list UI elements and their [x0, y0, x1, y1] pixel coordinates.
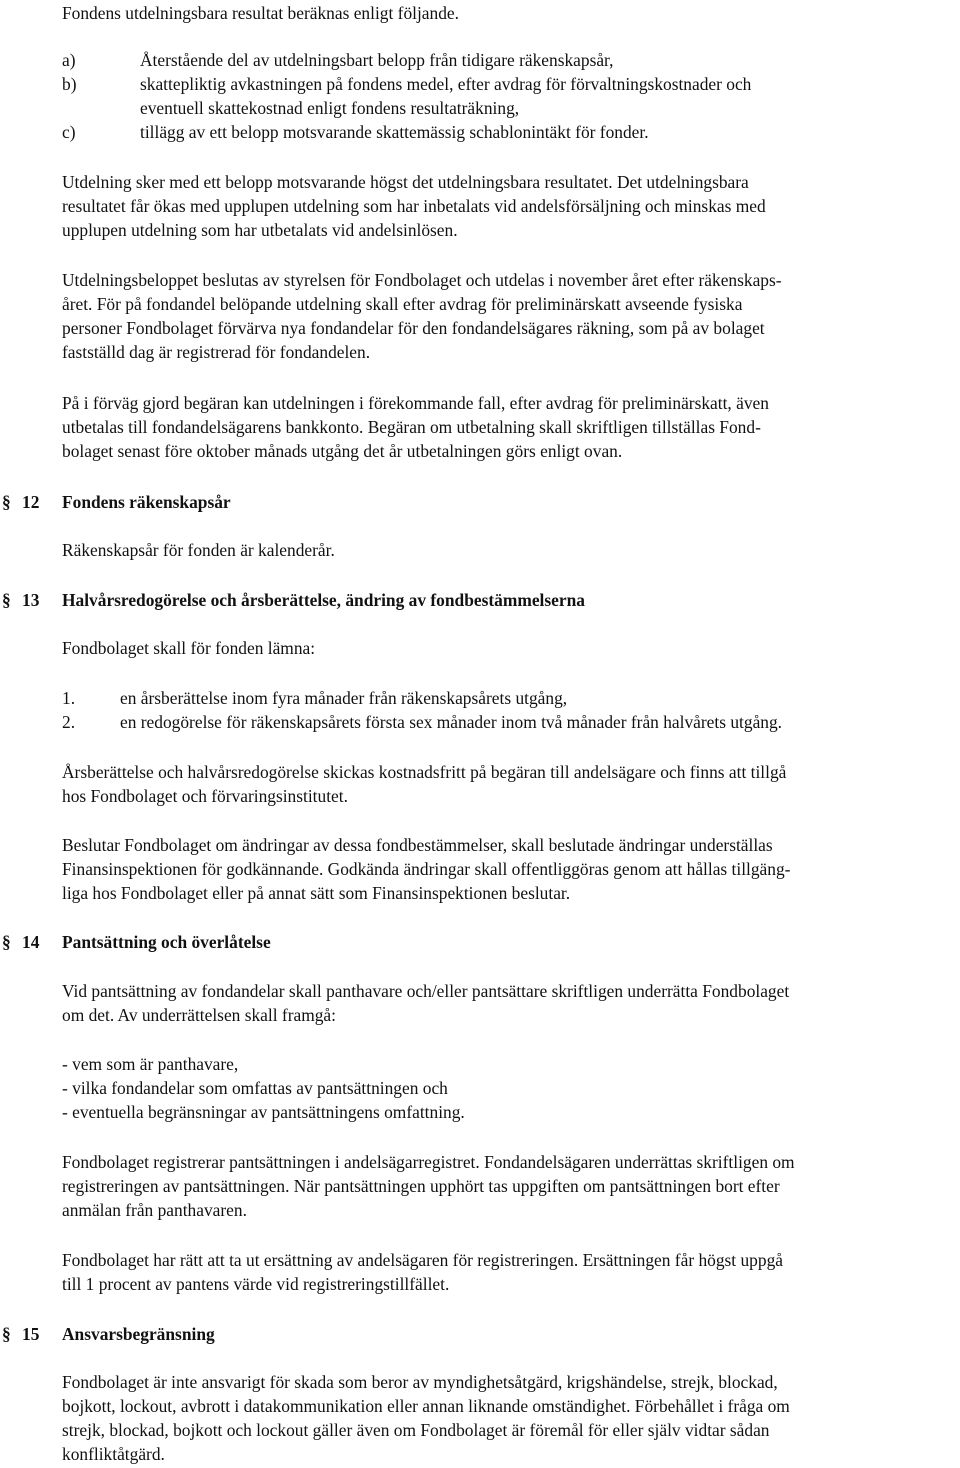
list-item-text: skattepliktig avkastningen på fondens medel, efter avdrag för förvaltningskostnader och [140, 74, 752, 95]
text-sentence: Utdelning sker med ett belopp motsvarande högst det utdelningsbara resultatet. [62, 172, 613, 192]
text-line: resultatet får ökas med upplupen utdelning som har inbetalats vid andelsförsäljning och minskas med [62, 196, 766, 217]
calculation-list [62, 48, 958, 144]
utdelning-paragraph [62, 170, 958, 242]
list-item: - vilka fondandelar som omfattas av pantsättningen och [62, 1078, 448, 1099]
text-sentence: Det utdelningsbara [616, 172, 749, 192]
intro-paragraph [62, 1, 958, 25]
list-item-b-continued [62, 96, 958, 120]
text-line: personer Fondbolaget förvärva nya fondandelar för den fondandelsägares räkning, som på av bolaget [62, 318, 765, 339]
text-line: strejk, blockad, bojkott och lockout gäller även om Fondbolaget är föremål för eller själv vidtar sådan [62, 1420, 770, 1441]
section-sign: § [2, 932, 11, 952]
section-title: Fondens räkenskapsår [62, 492, 231, 512]
text-line: utbetalas till fondandelsägarens bankkonto. Begäran om utbetalning skall skriftligen tillställas Fond- [62, 417, 761, 438]
text-line: liga hos Fondbolaget eller på annat sätt som Finansinspektionen beslutar. [62, 883, 571, 904]
section-13-paragraph-2 [62, 833, 958, 905]
list-label: a) [62, 50, 76, 70]
section-13-intro [62, 636, 958, 660]
section-13-heading [0, 588, 960, 612]
text-line: Fondbolaget skall för fonden lämna: [62, 638, 316, 658]
section-sign: § [2, 1324, 11, 1344]
list-item-text: en redogörelse för räkenskapsårets första sex månader inom två månader från halvårets utgång. [120, 712, 783, 733]
text-line: om det. Av underrättelsen skall framgå: [62, 1005, 336, 1026]
list-label: c) [62, 122, 76, 143]
text-line: året. För på fondandel belöpande utdelning skall efter avdrag för preliminärskatt avseende fysiska [62, 294, 743, 315]
list-label: 2. [62, 712, 76, 733]
list-item-text: tillägg av ett belopp motsvarande skattemässig schablonintäkt för fonder. [140, 122, 649, 143]
text-line: konfliktåtgärd. [62, 1444, 165, 1465]
list-item: - eventuella begränsningar av pantsättningens omfattning. [62, 1102, 465, 1123]
list-item: - vem som är panthavare, [62, 1054, 239, 1074]
list-item-b [62, 72, 958, 96]
text-line: Finansinspektionen för godkännande. Godkända ändringar skall offentliggöras genom att hållas tillgäng- [62, 859, 791, 880]
section-sign: § [2, 590, 11, 610]
text-line [62, 170, 958, 194]
list-item-text: Återstående del av utdelningsbart belopp från tidigare räkenskapsår, [140, 50, 614, 70]
text-line: fastställd dag är registrerad för fondandelen. [62, 342, 371, 363]
text-line: Vid pantsättning av fondandelar skall panthavare och/eller pantsättare skriftligen underrätta Fondbolaget [62, 981, 790, 1001]
text-line: registreringen av pantsättningen. När pantsättningen upphört tas uppgiften om pantsättningen bort efter [62, 1176, 780, 1197]
text-line: Fondbolaget registrerar pantsättningen i andelsägarregistret. Fondandelsägaren underrättas skriftligen om [62, 1152, 795, 1172]
section-13-list [62, 686, 958, 734]
section-13-paragraph-1 [62, 760, 958, 808]
text-line: Beslutar Fondbolaget om ändringar av dessa fondbestämmelser, skall beslutade ändringar underställas [62, 835, 773, 855]
text-line: bojkott, lockout, avbrott i datakommunikation eller annan liknande omständighet. Förbehållet i fråga om [62, 1396, 790, 1417]
text-line: Räkenskapsår för fonden är kalenderår. [62, 540, 335, 560]
section-number: 12 [22, 492, 40, 512]
section-14-dash-list [62, 1052, 958, 1124]
list-item-text: en årsberättelse inom fyra månader från räkenskapsårets utgång, [120, 688, 568, 708]
list-label: b) [62, 74, 77, 95]
section-title: Ansvarsbegränsning [62, 1324, 215, 1344]
text-line: bolaget senast före oktober månads utgång det år utbetalningen görs enligt ovan. [62, 441, 623, 462]
section-number: 15 [22, 1324, 40, 1344]
section-15-heading [0, 1322, 960, 1346]
section-number: 13 [22, 590, 40, 610]
utdelningsbelopp-paragraph [62, 268, 958, 364]
section-number: 14 [22, 932, 40, 952]
text-line: Utdelningsbeloppet beslutas av styrelsen för Fondbolaget och utdelas i november året efter räkenskaps- [62, 270, 782, 290]
list-label: 1. [62, 688, 76, 708]
section-title: Pantsättning och överlåtelse [62, 932, 271, 952]
begaran-paragraph [62, 391, 958, 463]
section-sign: § [2, 492, 11, 512]
section-title: Halvårsredogörelse och årsberättelse, ändring av fondbestämmelserna [62, 590, 585, 610]
section-12-body [62, 538, 958, 562]
text-line: hos Fondbolaget och förvaringsinstitutet. [62, 786, 348, 807]
section-12-heading [0, 490, 960, 514]
text-line: upplupen utdelning som har utbetalats vid andelsinlösen. [62, 220, 458, 241]
list-item-a [62, 48, 958, 72]
list-item-2 [62, 710, 958, 734]
section-14-paragraph-2 [62, 1150, 958, 1222]
text-line: Fondens utdelningsbara resultat beräknas enligt följande. [62, 3, 459, 23]
text-line: På i förväg gjord begäran kan utdelningen i förekommande fall, efter avdrag för preliminärskatt, även [62, 393, 769, 413]
text-line: Årsberättelse och halvårsredogörelse skickas kostnadsfritt på begäran till andelsägare och finns att tillgå [62, 762, 787, 782]
text-line: Fondbolaget är inte ansvarigt för skada som beror av myndighetsåtgärd, krigshändelse, strejk, blockad, [62, 1372, 778, 1392]
list-item-1 [62, 686, 958, 710]
section-14-paragraph-3 [62, 1248, 958, 1296]
text-line: Fondbolaget har rätt att ta ut ersättning av andelsägaren för registreringen. Ersättningen får högst uppgå [62, 1250, 783, 1270]
text-line: till 1 procent av pantens värde vid registreringstillfället. [62, 1274, 450, 1295]
section-14-paragraph-1 [62, 979, 958, 1027]
section-14-heading [0, 930, 960, 954]
text-line: anmälan från panthavaren. [62, 1200, 247, 1221]
list-item-text: eventuell skattekostnad enligt fondens resultaträkning, [140, 98, 520, 119]
list-item-c [62, 120, 958, 144]
section-15-paragraph-1 [62, 1370, 958, 1466]
